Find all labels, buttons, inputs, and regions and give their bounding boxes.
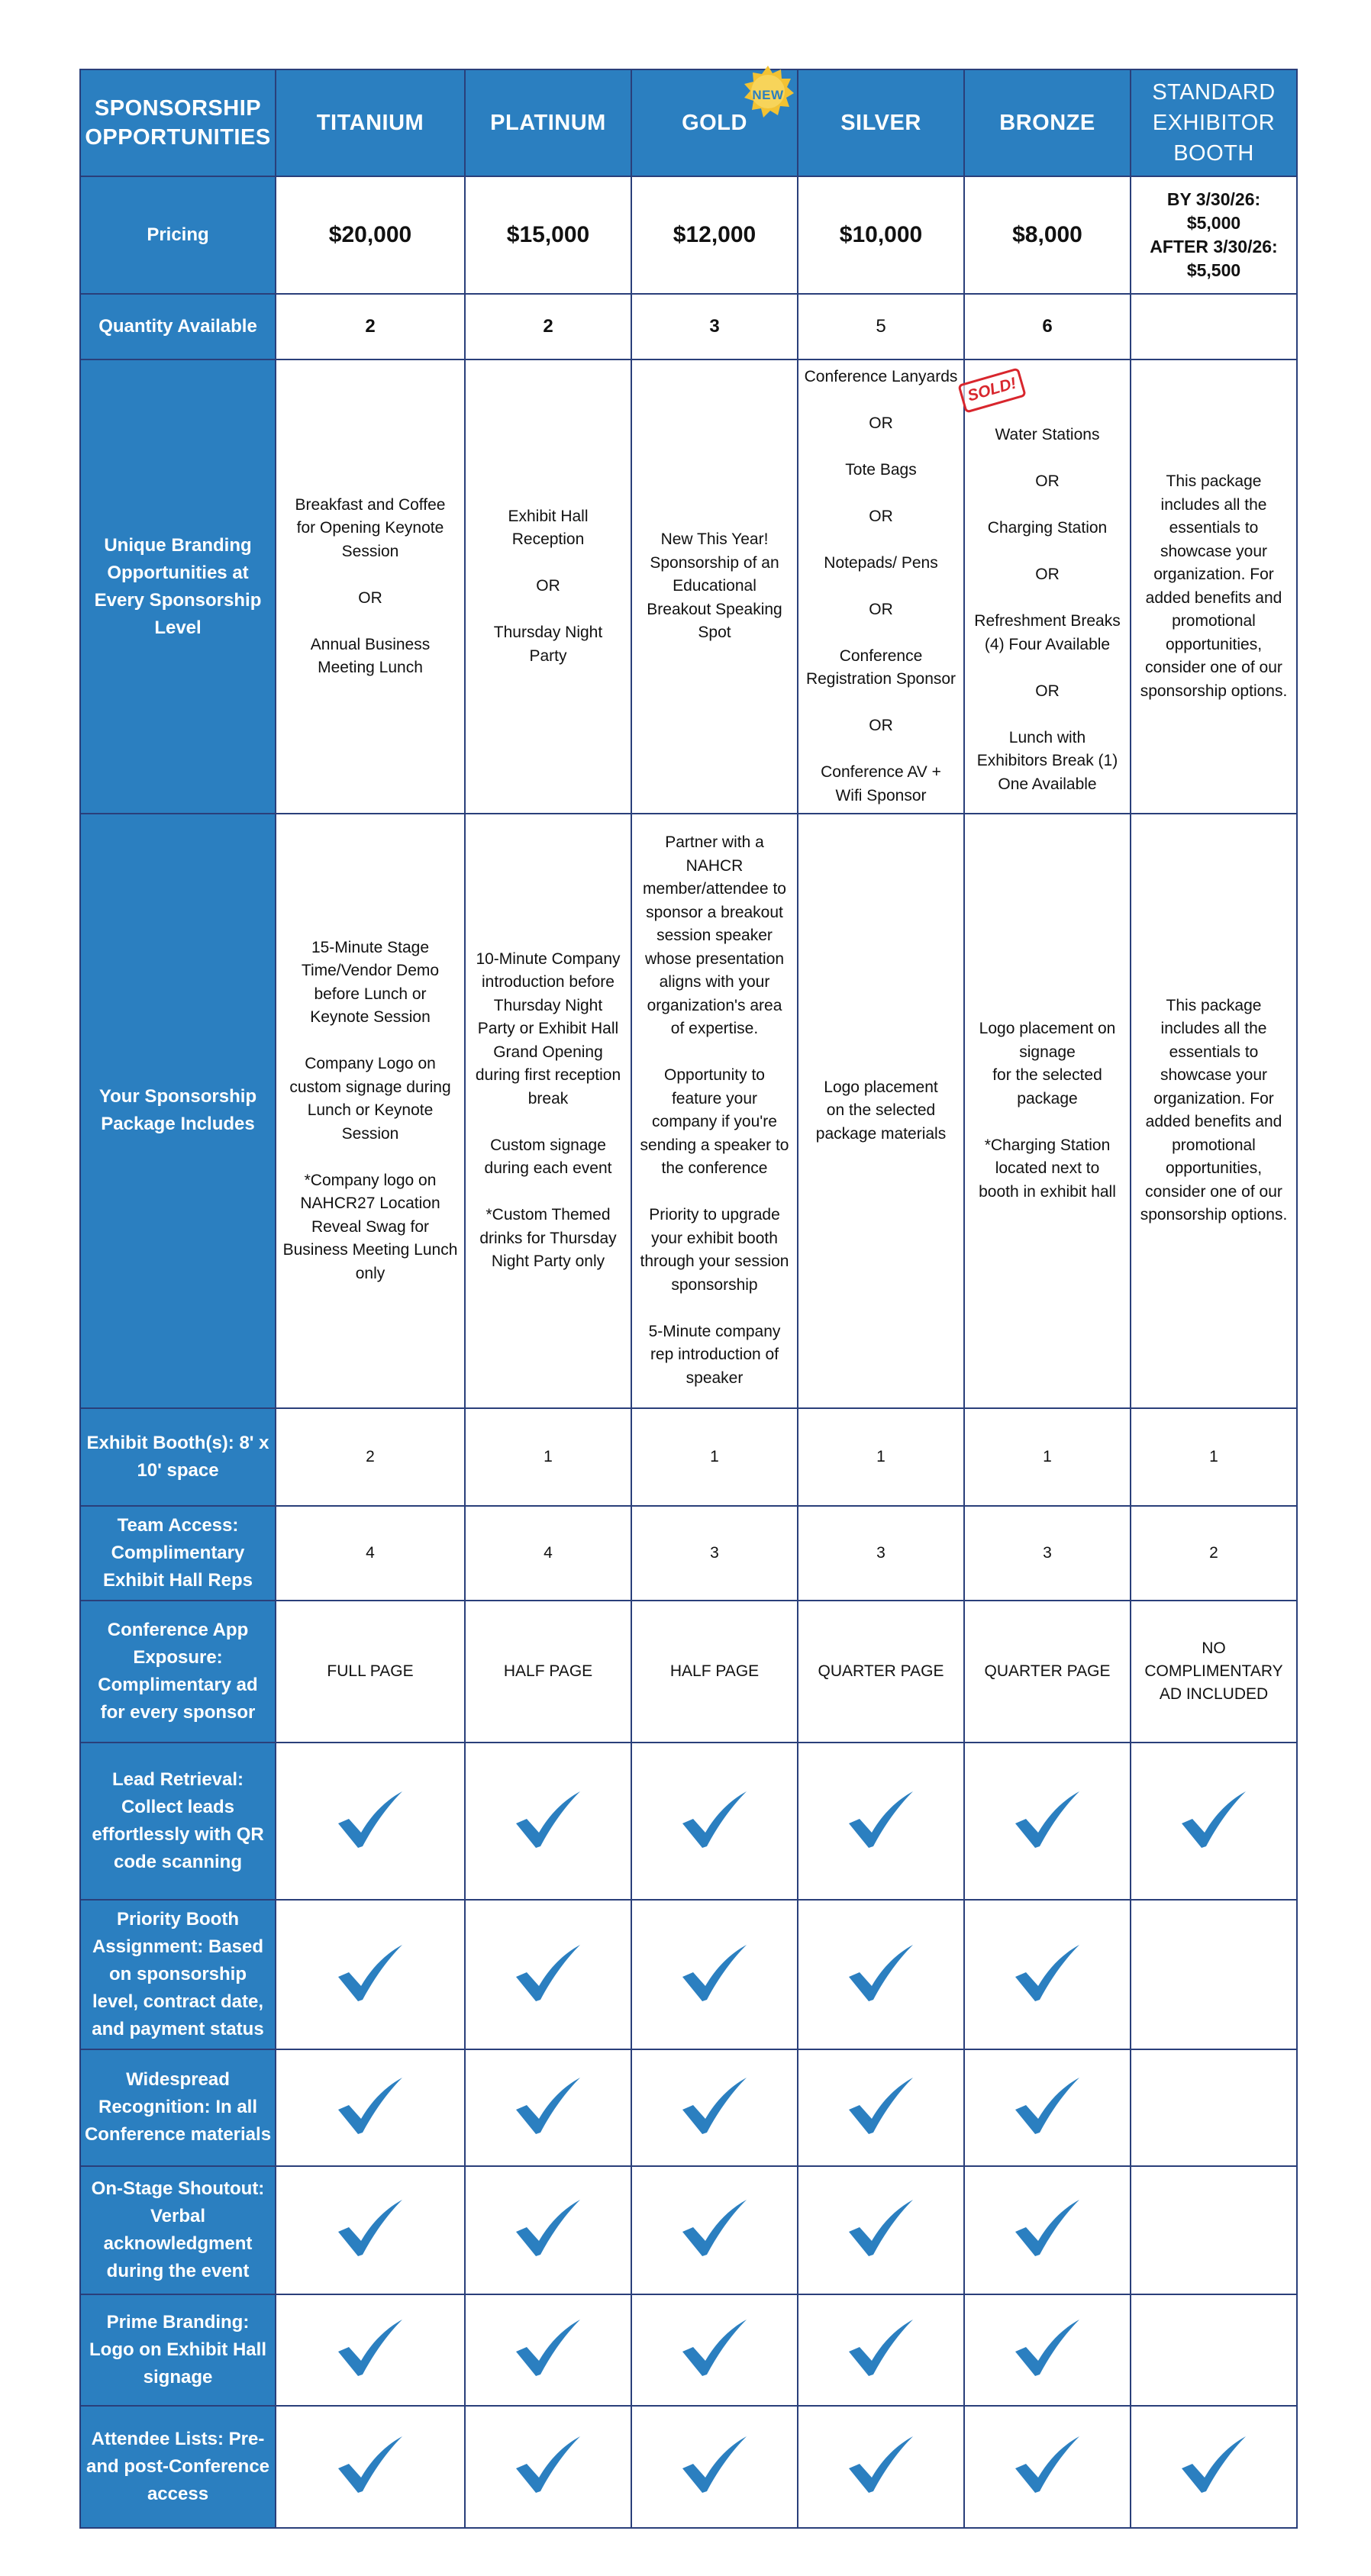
attendee-bronze [964,2406,1131,2528]
lead-titanium [276,1743,465,1900]
checkmark-icon [335,2076,405,2136]
new-badge [740,64,795,119]
checkmark-icon [513,2198,583,2258]
recognition-silver [798,2049,964,2165]
package-titanium: 15-Minute Stage Time/Vendor Demo before Lunch or Keynote Session Company Logo on custom signage during Lunch or Keynote Session *Company logo on NAHCR27 Location Reveal Swag for Business Meeting Lunch only [276,814,465,1408]
header-standard-booth: STANDARD EXHIBITOR BOOTH [1131,69,1297,176]
shoutout-gold [631,2166,798,2294]
booths-platinum: 1 [465,1408,631,1506]
row-label-package: Your Sponsorship Package Includes [80,814,276,1408]
checkmark-icon [679,2076,750,2136]
row-priority [80,1900,1297,2049]
row-branding [80,359,1297,814]
branding-titanium: Breakfast and Coffee for Opening Keynote Session OR Annual Business Meeting Lunch [276,359,465,814]
qty-platinum: 2 [465,294,631,359]
priority-silver [798,1900,964,2049]
priority-standard [1131,1900,1297,2049]
checkmark-icon [513,2435,583,2494]
package-platinum: 10-Minute Company introduction before Thursday Night Party or Exhibit Hall Grand Opening during first reception break Custom signage during each event *Custom Themed drinks for Thursday Night Party only [465,814,631,1408]
priority-bronze [964,1900,1131,2049]
checkmark-icon [1012,2318,1082,2378]
branding-silver: Conference Lanyards OR Tote Bags OR Notepads/ Pens OR Conference Registration Sponsor OR Conference AV + Wifi Sponsor [798,359,964,814]
app-standard: NO COMPLIMENTARY AD INCLUDED [1131,1601,1297,1743]
qty-bronze: 6 [964,294,1131,359]
row-label-pricing: Pricing [80,176,276,294]
price-platinum: $15,000 [465,176,631,294]
qty-gold: 3 [631,294,798,359]
price-standard: BY 3/30/26: $5,000 AFTER 3/30/26: $5,500 [1131,176,1297,294]
price-gold: $12,000 [631,176,798,294]
row-app [80,1601,1297,1743]
checkmark-icon [679,1790,750,1849]
checkmark-icon [679,2198,750,2258]
team-gold: 3 [631,1506,798,1601]
row-prime [80,2294,1297,2406]
team-platinum: 4 [465,1506,631,1601]
sponsorship-table [79,69,1298,2529]
checkmark-icon [335,2198,405,2258]
checkmark-icon [679,2435,750,2494]
checkmark-icon [1012,1790,1082,1849]
lead-silver [798,1743,964,1900]
lead-gold [631,1743,798,1900]
checkmark-icon [1012,1943,1082,2003]
row-quantity [80,294,1297,359]
package-gold: Partner with a NAHCR member/attendee to sponsor a breakout session speaker whose presentation aligns with your organization's area of expertise. Opportunity to feature your company if you're sending a speaker to the conference Priority to upgrade your exhibit booth through your session sponsorship 5-Minute company rep introduction of speaker [631,814,798,1408]
prime-standard [1131,2294,1297,2406]
shoutout-platinum [465,2166,631,2294]
new-badge-text: NEW [752,88,784,102]
row-team [80,1506,1297,1601]
row-label-shoutout: On-Stage Shoutout: Verbal acknowledgment during the event [80,2166,276,2294]
team-bronze: 3 [964,1506,1131,1601]
checkmark-icon [679,2318,750,2378]
package-standard: This package includes all the essentials to showcase your organization. For added benefits and promotional opportunities, consider one of our sponsorship options. [1131,814,1297,1408]
priority-titanium [276,1900,465,2049]
checkmark-icon [1179,2435,1249,2494]
header-titanium: TITANIUM [276,69,465,176]
shoutout-bronze [964,2166,1131,2294]
shoutout-silver [798,2166,964,2294]
row-label-priority: Priority Booth Assignment: Based on sponsorship level, contract date, and payment status [80,1900,276,2049]
app-silver: QUARTER PAGE [798,1601,964,1743]
row-label-booths: Exhibit Booth(s): 8' x 10' space [80,1408,276,1506]
checkmark-icon [513,1790,583,1849]
row-attendee [80,2406,1297,2528]
row-shoutout [80,2166,1297,2294]
checkmark-icon [846,2198,916,2258]
qty-standard [1131,294,1297,359]
row-booths [80,1408,1297,1506]
header-gold [631,69,798,176]
row-label-prime: Prime Branding: Logo on Exhibit Hall signage [80,2294,276,2406]
app-gold: HALF PAGE [631,1601,798,1743]
branding-bronze [964,359,1131,814]
shoutout-standard [1131,2166,1297,2294]
checkmark-icon [1012,2076,1082,2136]
checkmark-icon [335,2318,405,2378]
checkmark-icon [679,1943,750,2003]
booths-gold: 1 [631,1408,798,1506]
row-lead [80,1743,1297,1900]
checkmark-icon [846,2318,916,2378]
checkmark-icon [335,1943,405,2003]
checkmark-icon [846,1943,916,2003]
checkmark-icon [846,2076,916,2136]
prime-platinum [465,2294,631,2406]
package-silver: Logo placement on the selected package materials [798,814,964,1408]
recognition-titanium [276,2049,465,2165]
checkmark-icon [1179,1790,1249,1849]
checkmark-icon [1012,2198,1082,2258]
row-label-recognition: Widespread Recognition: In all Conference materials [80,2049,276,2165]
checkmark-icon [513,2318,583,2378]
checkmark-icon [846,2435,916,2494]
price-bronze: $8,000 [964,176,1131,294]
row-label-branding: Unique Branding Opportunities at Every Sponsorship Level [80,359,276,814]
team-titanium: 4 [276,1506,465,1601]
booths-silver: 1 [798,1408,964,1506]
booths-standard: 1 [1131,1408,1297,1506]
attendee-titanium [276,2406,465,2528]
lead-standard [1131,1743,1297,1900]
row-label-app: Conference App Exposure: Complimentary ad for every sponsor [80,1601,276,1743]
row-label-team: Team Access: Complimentary Exhibit Hall Reps [80,1506,276,1601]
team-silver: 3 [798,1506,964,1601]
header-platinum: PLATINUM [465,69,631,176]
qty-titanium: 2 [276,294,465,359]
checkmark-icon [335,2435,405,2494]
priority-platinum [465,1900,631,2049]
team-standard: 2 [1131,1506,1297,1601]
priority-gold [631,1900,798,2049]
header-row [80,69,1297,176]
row-package [80,814,1297,1408]
price-titanium: $20,000 [276,176,465,294]
row-label-quantity: Quantity Available [80,294,276,359]
recognition-gold [631,2049,798,2165]
prime-silver [798,2294,964,2406]
row-recognition [80,2049,1297,2165]
branding-gold: New This Year! Sponsorship of an Educational Breakout Speaking Spot [631,359,798,814]
prime-bronze [964,2294,1131,2406]
app-platinum: HALF PAGE [465,1601,631,1743]
qty-silver: 5 [798,294,964,359]
header-gold-label: GOLD [682,111,747,136]
branding-bronze-text: Water Stations OR Charging Station OR Refreshment Breaks (4) Four Available OR Lunch with Exhibitors Break (1) One Available [974,426,1121,793]
price-silver: $10,000 [798,176,964,294]
package-bronze: Logo placement on signage for the selected package *Charging Station located next to booth in exhibit hall [964,814,1131,1408]
lead-platinum [465,1743,631,1900]
row-label-attendee: Attendee Lists: Pre- and post-Conference access [80,2406,276,2528]
checkmark-icon [335,1790,405,1849]
checkmark-icon [846,1790,916,1849]
recognition-platinum [465,2049,631,2165]
header-corner: SPONSORSHIP OPPORTUNITIES [80,69,276,176]
shoutout-titanium [276,2166,465,2294]
recognition-standard [1131,2049,1297,2165]
branding-platinum: Exhibit Hall Reception OR Thursday Night Party [465,359,631,814]
recognition-bronze [964,2049,1131,2165]
checkmark-icon [513,2076,583,2136]
row-label-lead: Lead Retrieval: Collect leads effortlessly with QR code scanning [80,1743,276,1900]
lead-bronze [964,1743,1131,1900]
attendee-platinum [465,2406,631,2528]
header-bronze: BRONZE [964,69,1131,176]
attendee-standard [1131,2406,1297,2528]
row-pricing [80,176,1297,294]
app-bronze: QUARTER PAGE [964,1601,1131,1743]
branding-standard: This package includes all the essentials to showcase your organization. For added benefits and promotional opportunities, consider one of our sponsorship options. [1131,359,1297,814]
attendee-gold [631,2406,798,2528]
app-titanium: FULL PAGE [276,1601,465,1743]
booths-bronze: 1 [964,1408,1131,1506]
prime-gold [631,2294,798,2406]
booths-titanium: 2 [276,1408,465,1506]
sold-stamp: SOLD! [957,368,1027,414]
checkmark-icon [513,1943,583,2003]
header-silver: SILVER [798,69,964,176]
checkmark-icon [1012,2435,1082,2494]
prime-titanium [276,2294,465,2406]
attendee-silver [798,2406,964,2528]
